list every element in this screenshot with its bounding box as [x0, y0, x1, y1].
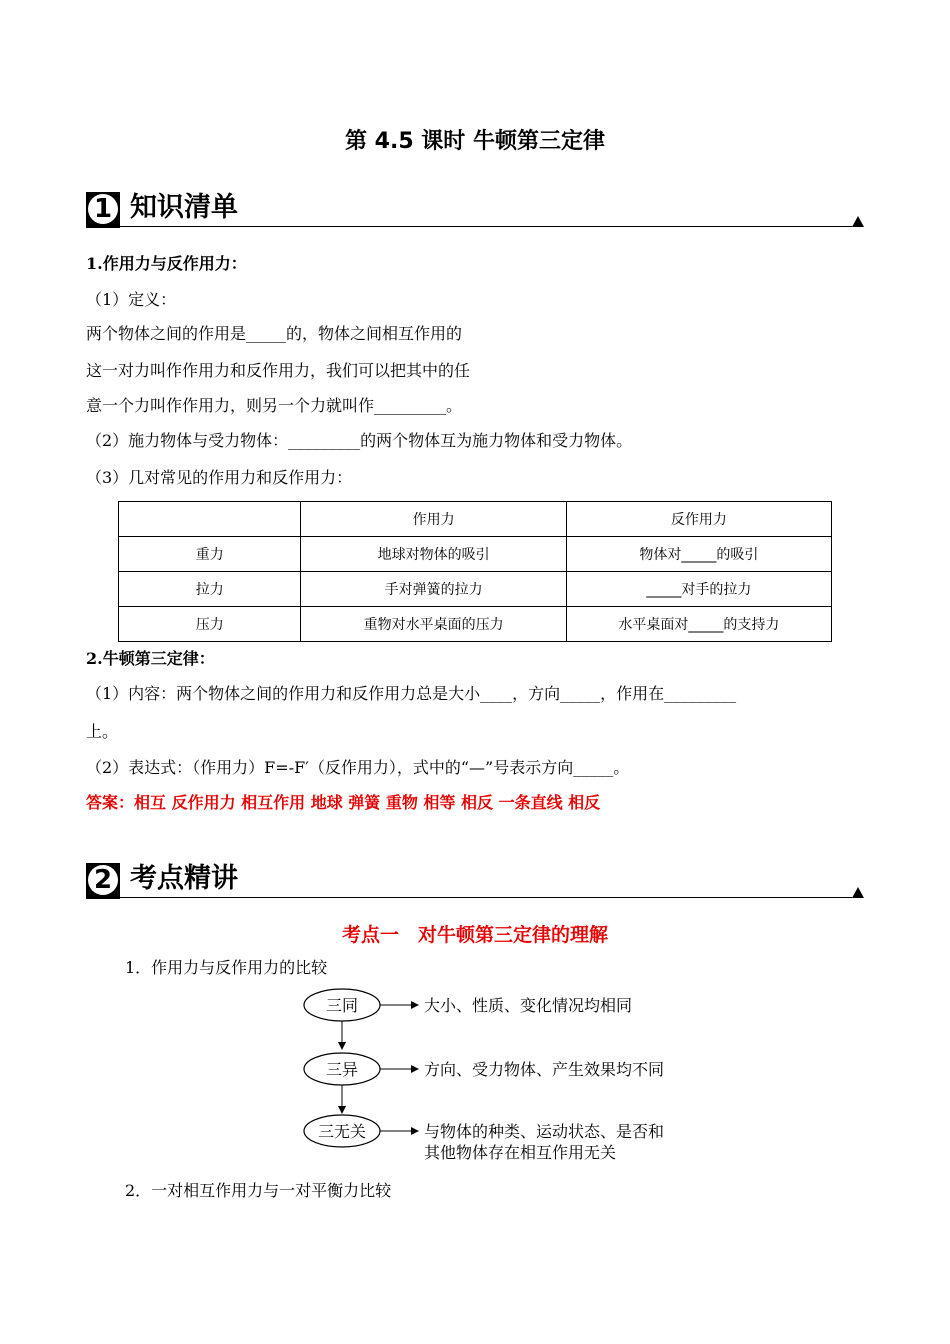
- table-cell: 手对弹簧的拉力: [301, 572, 566, 607]
- item-text: （2）施力物体与受力物体：_________的两个物体互为施力物体和受力物体。: [86, 431, 633, 450]
- section-rule: [120, 897, 852, 898]
- item-text: （2）表达式：（作用力）F=-F′（反作用力），式中的“—”号表示方向_____。: [86, 758, 630, 777]
- page-title: 第 4.5 课时 牛顿第三定律: [345, 129, 605, 154]
- diagram-node-label: 三无关: [317, 1122, 367, 1141]
- point-text: 1．作用力与反作用力的比较: [125, 958, 328, 977]
- item-text: （3）几对常见的作用力和反作用力：: [86, 468, 353, 487]
- section-header-1: [86, 190, 864, 234]
- triangle-icon: [852, 216, 864, 227]
- item-text: 上。: [86, 722, 119, 741]
- table-row: [119, 537, 832, 572]
- section-number-badge: 2: [86, 863, 120, 899]
- part2-heading: 2.牛顿第三定律：: [86, 649, 215, 668]
- table-cell: 水平桌面对_____的支持力: [566, 607, 831, 642]
- diagram-desc: 大小、性质、变化情况均相同: [424, 996, 633, 1015]
- triangle-icon: [852, 887, 864, 898]
- definition-line: 意一个力叫作作用力，则另一个力就叫作_________。: [86, 396, 463, 415]
- table-cell: 地球对物体的吸引: [301, 537, 566, 572]
- section-title: 知识清单: [130, 192, 238, 223]
- table-cell: 重力: [119, 537, 301, 572]
- table-header-row: [119, 502, 832, 537]
- table-cell: 物体对_____的吸引: [566, 537, 831, 572]
- diagram-node-label: 三异: [325, 1060, 359, 1079]
- table-header-cell: 作用力: [301, 502, 566, 537]
- table-cell: 压力: [119, 607, 301, 642]
- definition-label: （1）定义：: [86, 290, 177, 309]
- diagram-desc: 方向、受力物体、产生效果均不同: [424, 1060, 665, 1079]
- table-header-cell: [119, 502, 301, 537]
- table-cell: _____对手的拉力: [566, 572, 831, 607]
- diagram-desc: 与物体的种类、运动状态、是否和: [424, 1122, 665, 1141]
- diagram-node-label: 三同: [325, 996, 359, 1015]
- table-cell: 重物对水平桌面的压力: [301, 607, 566, 642]
- point-text: 2．一对相互作用力与一对平衡力比较: [125, 1181, 392, 1200]
- section-header-2: [86, 861, 864, 905]
- section-title: 考点精讲: [130, 863, 238, 894]
- table-row: [119, 607, 832, 642]
- section-rule: [120, 226, 852, 227]
- item-text: （1）内容：两个物体之间的作用力和反作用力总是大小____，方向_____，作用在_________: [86, 684, 737, 703]
- table-header-cell: 反作用力: [566, 502, 831, 537]
- answer-line: 答案：相互 反作用力 相互作用 地球 弹簧 重物 相等 相反 一条直线 相反: [86, 793, 601, 812]
- forces-table: [118, 501, 832, 642]
- comparison-diagram: [300, 985, 700, 1170]
- definition-line: 这一对力叫作作用力和反作用力，我们可以把其中的任: [86, 361, 471, 380]
- diagram-desc: 其他物体存在相互作用无关: [424, 1143, 617, 1162]
- part1-heading: 1.作用力与反作用力：: [86, 254, 247, 273]
- definition-line: 两个物体之间的作用是_____的，物体之间相互作用的: [86, 324, 463, 343]
- table-cell: 拉力: [119, 572, 301, 607]
- topic-subtitle: 考点一 对牛顿第三定律的理解: [341, 924, 608, 946]
- table-row: [119, 572, 832, 607]
- section-number-badge: 1: [86, 192, 120, 228]
